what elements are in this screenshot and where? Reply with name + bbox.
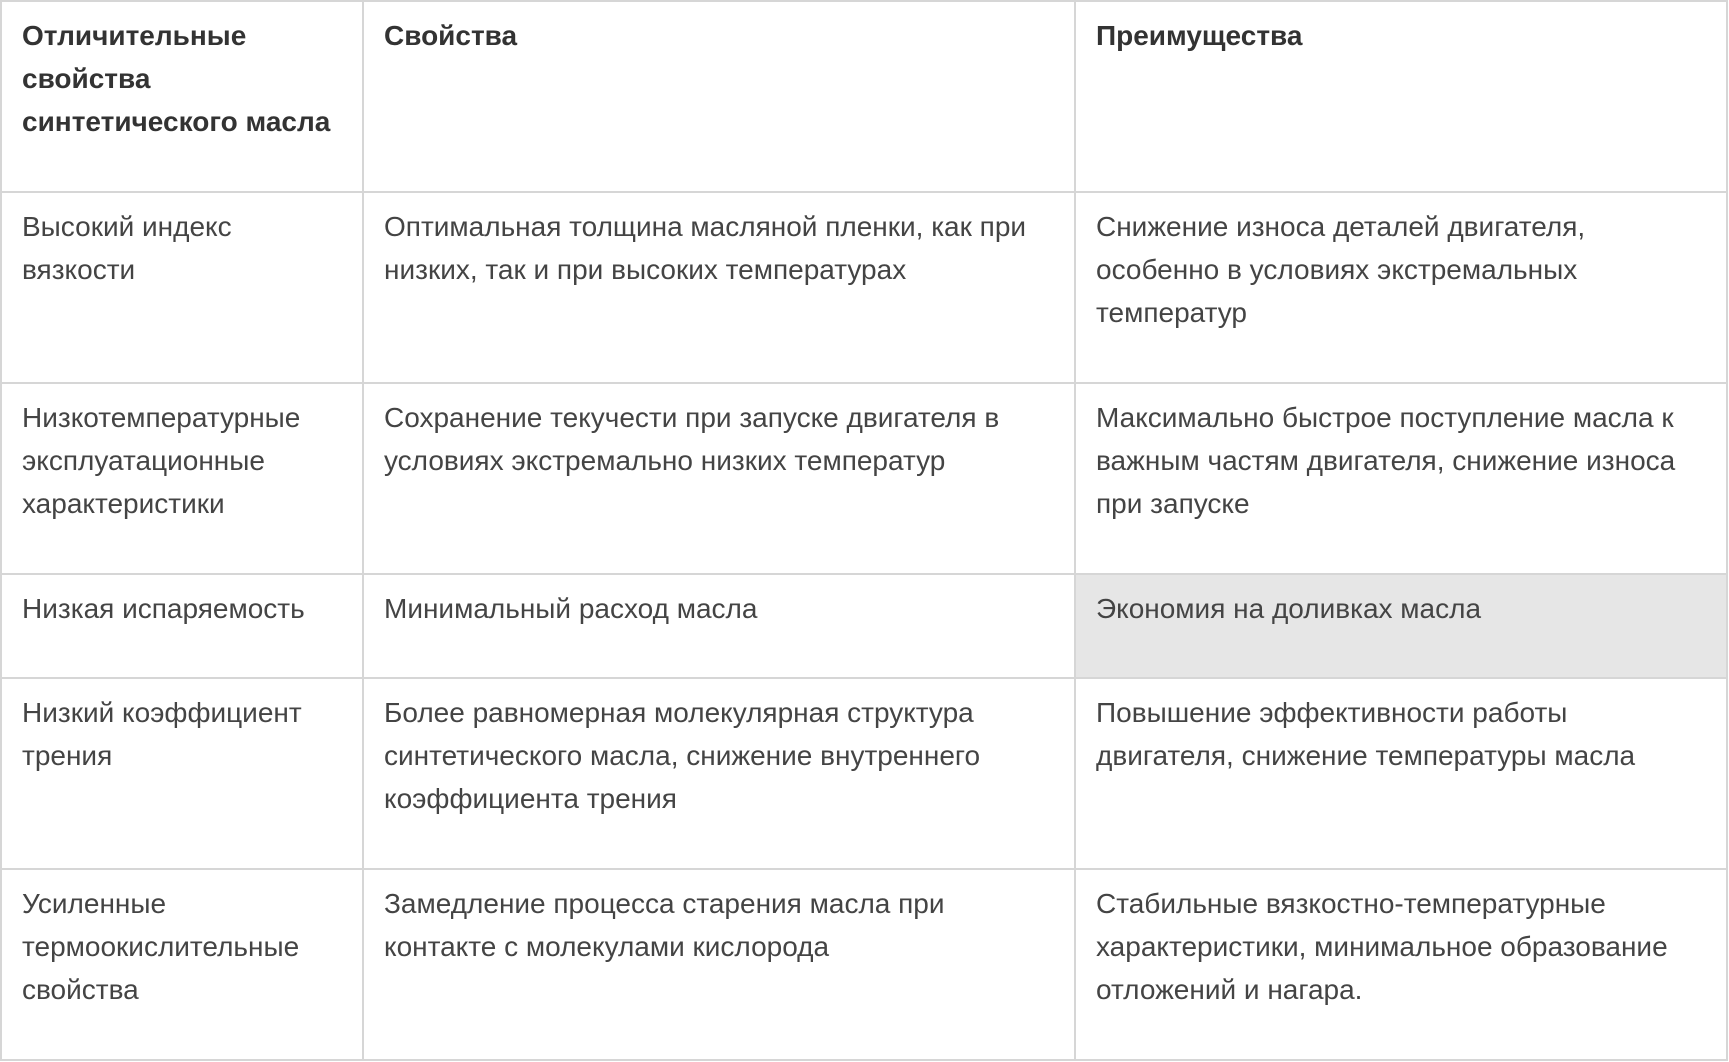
header-benefit: Преимущества [1075, 1, 1727, 192]
cell-feature: Низкотемпературные эксплуатационные характеристики [1, 383, 363, 574]
cell-property: Более равномерная молекулярная структура синтетического масла, снижение внутреннего коэффициента трения [363, 678, 1075, 869]
cell-feature: Низкий коэффициент трения [1, 678, 363, 869]
header-feature: Отличительные свойства синтетического масла [1, 1, 363, 192]
table-row [1, 192, 1727, 383]
cell-benefit-highlighted: Экономия на доливках масла [1075, 574, 1727, 678]
cell-feature: Высокий индекс вязкости [1, 192, 363, 383]
header-property: Свойства [363, 1, 1075, 192]
cell-property: Минимальный расход масла [363, 574, 1075, 678]
cell-property: Оптимальная толщина масляной пленки, как при низких, так и при высоких температурах [363, 192, 1075, 383]
table-row [1, 678, 1727, 869]
table-row [1, 383, 1727, 574]
cell-benefit: Максимально быстрое поступление масла к важным частям двигателя, снижение износа при запуске [1075, 383, 1727, 574]
cell-feature: Усиленные термоокислительные свойства [1, 869, 363, 1060]
cell-benefit: Снижение износа деталей двигателя, особенно в условиях экстремальных температур [1075, 192, 1727, 383]
cell-property: Сохранение текучести при запуске двигателя в условиях экстремально низких температур [363, 383, 1075, 574]
table-row [1, 574, 1727, 678]
cell-feature: Низкая испаряемость [1, 574, 363, 678]
cell-benefit: Повышение эффективности работы двигателя, снижение температуры масла [1075, 678, 1727, 869]
cell-property: Замедление процесса старения масла при контакте с молекулами кислорода [363, 869, 1075, 1060]
table-header-row [1, 1, 1727, 192]
table-row [1, 869, 1727, 1060]
cell-benefit: Стабильные вязкостно-температурные характеристики, минимальное образование отложений и нагара. [1075, 869, 1727, 1060]
